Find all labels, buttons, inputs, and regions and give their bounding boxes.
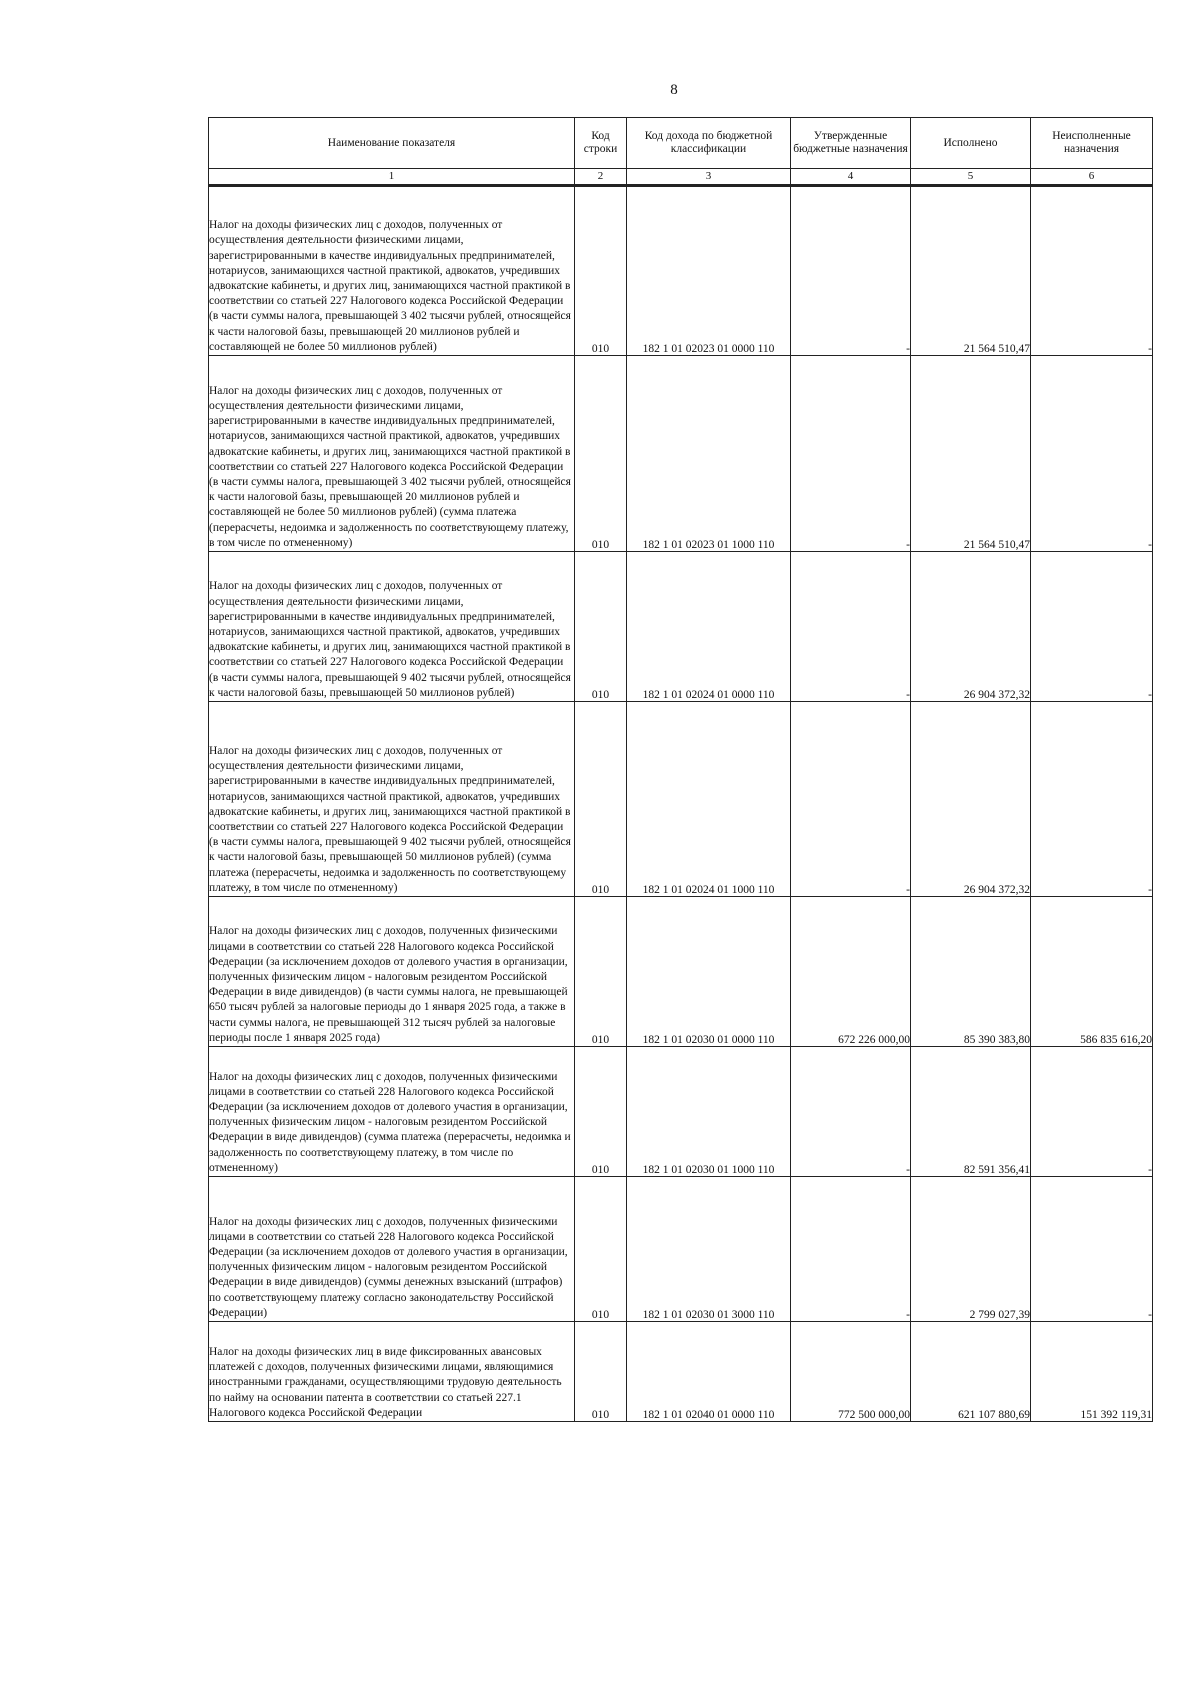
line-code: 010 — [575, 1177, 627, 1322]
header-executed: Исполнено — [911, 118, 1031, 169]
page-number: 8 — [670, 82, 678, 98]
table-row — [209, 552, 1153, 702]
executed-amount: 21 564 510,47 — [911, 356, 1031, 552]
approved-amount: 672 226 000,00 — [791, 897, 911, 1047]
header-row — [209, 118, 1153, 169]
line-code: 010 — [575, 1047, 627, 1177]
header-approved: Утвержденные бюджетные назначения — [791, 118, 911, 169]
approved-amount: - — [791, 702, 911, 897]
column-numbers-row — [209, 169, 1153, 186]
table-row — [209, 702, 1153, 897]
approved-amount: - — [791, 1177, 911, 1322]
budget-code: 182 1 01 02030 01 0000 110 — [627, 897, 791, 1047]
unexecuted-amount: - — [1031, 186, 1153, 356]
indicator-name: Налог на доходы физических лиц с доходов, полученных от осуществления деятельности физическими лицами, зарегистрированными в качестве индивидуальных предпринимателей, нотариусов, занимающихся частной практикой, адвокатов, учредивших адвокатские кабинеты, и других лиц, занимающихся частной практикой в соответствии со статьей 227 Налогового кодекса Российской Федерации (в части суммы налога, превышающей 9 402 тысячи рублей, относящейся к части налоговой базы, превышающей 50 миллионов рублей) (сумма платежа (перерасчеты, недоимка и задолженность по соответствующему платежу, в том числе по отмененному) — [209, 702, 575, 897]
column-number: 2 — [575, 169, 627, 186]
table-row — [209, 186, 1153, 356]
column-number: 3 — [627, 169, 791, 186]
unexecuted-amount: - — [1031, 552, 1153, 702]
budget-code: 182 1 01 02024 01 1000 110 — [627, 702, 791, 897]
budget-code: 182 1 01 02023 01 1000 110 — [627, 356, 791, 552]
executed-amount: 26 904 372,32 — [911, 552, 1031, 702]
budget-code: 182 1 01 02023 01 0000 110 — [627, 186, 791, 356]
indicator-name: Налог на доходы физических лиц с доходов, полученных физическими лицами в соответствии со статьей 228 Налогового кодекса Российской Федерации (за исключением доходов от долевого участия в организации, полученных физическим лицом - налоговым резидентом Российской Федерации в виде дивидендов) (в части суммы налога, не превышающей 650 тысяч рублей за налоговые периоды до 1 января 2025 года, а также в части суммы налога, не превышающей 312 тысяч рублей за налоговые периоды после 1 января 2025 года) — [209, 897, 575, 1047]
indicator-name: Налог на доходы физических лиц в виде фиксированных авансовых платежей с доходов, полученных физическими лицами, являющимися иностранными гражданами, осуществляющими трудовую деятельность по найму на основании патента в соответствии со статьей 227.1 Налогового кодекса Российской Федерации — [209, 1322, 575, 1422]
executed-amount: 21 564 510,47 — [911, 186, 1031, 356]
budget-code: 182 1 01 02030 01 3000 110 — [627, 1177, 791, 1322]
unexecuted-amount: - — [1031, 702, 1153, 897]
indicator-name: Налог на доходы физических лиц с доходов, полученных физическими лицами в соответствии со статьей 228 Налогового кодекса Российской Федерации (за исключением доходов от долевого участия в организации, полученных физическим лицом - налоговым резидентом Российской Федерации в виде дивидендов) (сумма платежа (перерасчеты, недоимка и задолженность по соответствующему платежу, в том числе по отмененному) — [209, 1047, 575, 1177]
approved-amount: - — [791, 186, 911, 356]
budget-code: 182 1 01 02024 01 0000 110 — [627, 552, 791, 702]
indicator-name: Налог на доходы физических лиц с доходов, полученных физическими лицами в соответствии со статьей 228 Налогового кодекса Российской Федерации (за исключением доходов от долевого участия в организации, полученных физическим лицом - налоговым резидентом Российской Федерации в виде дивидендов) (суммы денежных взысканий (штрафов) по соответствующему платежу согласно законодательству Российской Федерации) — [209, 1177, 575, 1322]
table-row — [209, 1047, 1153, 1177]
table-row — [209, 1177, 1153, 1322]
header-unexecuted: Неисполненные назначения — [1031, 118, 1153, 169]
table-row — [209, 1322, 1153, 1422]
line-code: 010 — [575, 552, 627, 702]
line-code: 010 — [575, 186, 627, 356]
header-name: Наименование показателя — [209, 118, 575, 169]
header-budget-code: Код дохода по бюджетной классификации — [627, 118, 791, 169]
unexecuted-amount: 151 392 119,31 — [1031, 1322, 1153, 1422]
executed-amount: 2 799 027,39 — [911, 1177, 1031, 1322]
line-code: 010 — [575, 1322, 627, 1422]
column-number: 1 — [209, 169, 575, 186]
executed-amount: 85 390 383,80 — [911, 897, 1031, 1047]
budget-code: 182 1 01 02030 01 1000 110 — [627, 1047, 791, 1177]
unexecuted-amount: - — [1031, 356, 1153, 552]
unexecuted-amount: 586 835 616,20 — [1031, 897, 1153, 1047]
table-row — [209, 897, 1153, 1047]
approved-amount: - — [791, 552, 911, 702]
executed-amount: 621 107 880,69 — [911, 1322, 1031, 1422]
line-code: 010 — [575, 356, 627, 552]
approved-amount: - — [791, 356, 911, 552]
column-number: 5 — [911, 169, 1031, 186]
budget-execution-table — [208, 117, 1153, 1422]
unexecuted-amount: - — [1031, 1047, 1153, 1177]
approved-amount: 772 500 000,00 — [791, 1322, 911, 1422]
indicator-name: Налог на доходы физических лиц с доходов, полученных от осуществления деятельности физическими лицами, зарегистрированными в качестве индивидуальных предпринимателей, нотариусов, занимающихся частной практикой, адвокатов, учредивших адвокатские кабинеты, и других лиц, занимающихся частной практикой в соответствии со статьей 227 Налогового кодекса Российской Федерации (в части суммы налога, превышающей 9 402 тысячи рублей, относящейся к части налоговой базы, превышающей 50 миллионов рублей) — [209, 552, 575, 702]
table-row — [209, 356, 1153, 552]
executed-amount: 82 591 356,41 — [911, 1047, 1031, 1177]
header-line-code: Код строки — [575, 118, 627, 169]
indicator-name: Налог на доходы физических лиц с доходов, полученных от осуществления деятельности физическими лицами, зарегистрированными в качестве индивидуальных предпринимателей, нотариусов, занимающихся частной практикой, адвокатов, учредивших адвокатские кабинеты, и других лиц, занимающихся частной практикой в соответствии со статьей 227 Налогового кодекса Российской Федерации (в части суммы налога, превышающей 3 402 тысячи рублей, относящейся к части налоговой базы, превышающей 20 миллионов рублей и составляющей не более 50 миллионов рублей) — [209, 186, 575, 356]
indicator-name: Налог на доходы физических лиц с доходов, полученных от осуществления деятельности физическими лицами, зарегистрированными в качестве индивидуальных предпринимателей, нотариусов, занимающихся частной практикой, адвокатов, учредивших адвокатские кабинеты, и других лиц, занимающихся частной практикой в соответствии со статьей 227 Налогового кодекса Российской Федерации (в части суммы налога, превышающей 3 402 тысячи рублей, относящейся к части налоговой базы, превышающей 20 миллионов рублей и составляющей не более 50 миллионов рублей) (сумма платежа (перерасчеты, недоимка и задолженность по соответствующему платежу, в том числе по отмененному) — [209, 356, 575, 552]
column-number: 4 — [791, 169, 911, 186]
executed-amount: 26 904 372,32 — [911, 702, 1031, 897]
column-number: 6 — [1031, 169, 1153, 186]
budget-code: 182 1 01 02040 01 0000 110 — [627, 1322, 791, 1422]
line-code: 010 — [575, 702, 627, 897]
line-code: 010 — [575, 897, 627, 1047]
unexecuted-amount: - — [1031, 1177, 1153, 1322]
approved-amount: - — [791, 1047, 911, 1177]
